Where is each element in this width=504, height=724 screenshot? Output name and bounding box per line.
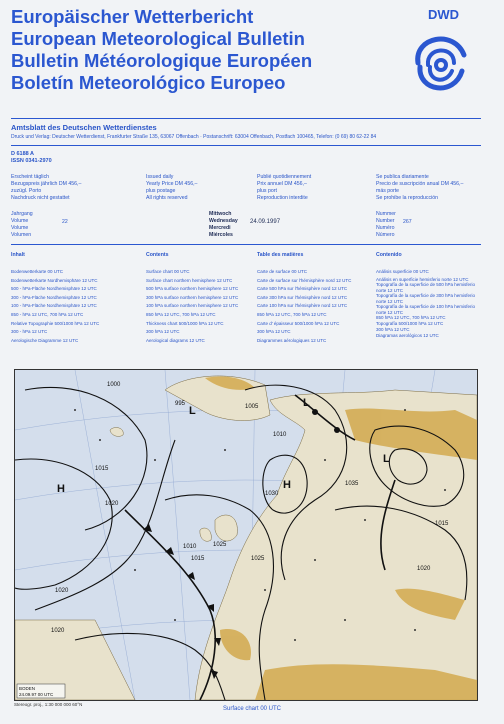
isobar-label: 1035 [345, 481, 359, 487]
contents-item: 300 hPa 12 UTC [376, 327, 410, 333]
contents-item: Carte 300 hPa sur l'hémisphère nord 12 UTC [257, 294, 348, 300]
high-pressure-center: H [283, 479, 291, 491]
info-line: zuzügl. Porto [11, 188, 42, 194]
code-issn: ISSN 0341-2970 [11, 158, 52, 164]
info-col-german [11, 174, 81, 202]
dwd-logo-text: DWD [428, 7, 460, 22]
contents-item: Relative Topographie 500/1000 hPa 12 UTC [11, 320, 100, 326]
contents-item: 300 hPa 12 UTC [146, 329, 180, 335]
contents-item: 500 - hPa-Fläche Nordhemisphäre 12 UTC [11, 286, 97, 292]
info-line: Issued daily [146, 174, 174, 180]
isobar-label: 1015 [95, 466, 109, 472]
contents-item: 850 hPa 12 UTC, 700 hPa 12 UTC [146, 311, 216, 317]
number-labels [376, 211, 396, 239]
contents-item: 300 - hPa-Fläche Nordhemisphäre 12 UTC [11, 294, 97, 300]
publisher-title: Amtsblatt des Deutschen Wetterdienstes [11, 123, 157, 132]
isobar-label: 1005 [245, 404, 259, 410]
isobar-label: 1030 [265, 491, 279, 497]
info-line: Se prohibe la reproducción [376, 195, 439, 201]
contents-item: Carte d' épaisseur 500/1000 hPa 12 UTC [257, 320, 340, 326]
title-german: Europäischer Wetterbericht [11, 6, 254, 27]
isobar-label: 1010 [273, 432, 287, 438]
contents-item: 100 - hPa-Fläche Nordhemisphäre 12 UTC [11, 303, 97, 309]
map-caption: Surface chart 00 UTC [222, 706, 282, 712]
contents-col-german [11, 252, 136, 345]
info-line: All rights reserved [146, 195, 188, 201]
contents-item: Carte 500 hPa sur l'hémisphère nord 12 UTC [257, 286, 348, 292]
contents-item: Surface chart 00 UTC [146, 269, 190, 274]
contents-item: Carte 100 hPa sur l'hémisphère nord 12 UTC [257, 303, 348, 309]
isobar-label: 1020 [105, 501, 119, 507]
isobar-label: 1010 [183, 544, 197, 550]
contents-item: 850 hPa 12 UTC, 700 hPa 12 UTC [257, 311, 327, 317]
map-scale: Stereogr. proj., 1:30 000 000 60°N [14, 702, 83, 707]
high-pressure-center: H [57, 483, 65, 495]
info-col-french [257, 174, 311, 202]
isobar-label: 1025 [213, 542, 227, 548]
number-label: Número [376, 232, 395, 238]
volume-label: Jahrgang [11, 211, 33, 217]
contents-header: Table des matières [257, 252, 304, 258]
title-spanish: Boletín Meteorológico Europeo [11, 72, 286, 93]
number-label: Number [376, 218, 395, 224]
number-value: 267 [403, 219, 412, 225]
map-stamp-time: 24.09.97 00 UTC [19, 692, 54, 697]
contents-item: Topografía 500/1000 hPa 12 UTC [376, 321, 444, 327]
info-col-spanish [376, 174, 463, 202]
info-line: Nachdruck nicht gestattet [11, 195, 70, 201]
weather-map-drawing [15, 370, 477, 700]
volume-label: Volume [11, 225, 29, 231]
info-col-english [146, 174, 197, 202]
contents-col-english [146, 252, 254, 345]
contents-item: 500 hPa surface northern hemisphere 12 UTC [146, 286, 239, 292]
dwd-swirl-icon [410, 5, 474, 105]
header-divider [11, 118, 481, 119]
low-pressure-center: L [383, 453, 390, 465]
info-line: plus port [257, 188, 277, 194]
contents-item: Carte de surface 00 UTC [257, 269, 308, 274]
contents-item: Surface chart northern hemisphere 12 UTC [146, 277, 233, 283]
volume-label: Volume [11, 218, 29, 224]
isobar-label: 1015 [435, 521, 449, 527]
info-line: Prix annuel DM 456,– [257, 181, 307, 187]
contents-item: Bodenwetterkarte 00 UTC [11, 269, 64, 274]
contents-item: Topografía de la superficie de 100 hPa hemisferio norte 12 UTC [376, 304, 476, 315]
info-line: Publié quotidiennement [257, 174, 312, 180]
contents-divider [11, 244, 481, 245]
isobar-label: 1025 [251, 556, 265, 562]
publisher-address: Druck und Verlag: Deutscher Wetterdienst, Frankfurter Straße 135, 63067 Offenbach · Postanschrift: 63004 Offenbach, Postfach 100465, Telefon: (0 69) 80 62-22 84 [11, 134, 377, 140]
info-line: más porte [376, 188, 400, 194]
contents-header: Contents [146, 252, 169, 258]
contents-item: 300 - hPa 12 UTC [11, 329, 48, 335]
contents-item: Carte de surface sur l'hémisphère nord 12 UTC [257, 277, 352, 283]
isobar-label: 1000 [107, 382, 121, 388]
info-line: Reproduction interdite [257, 195, 308, 201]
weekday-label: Miércoles [209, 232, 233, 238]
contents-item: 300 hPa surface northern hemisphere 12 UTC [146, 294, 239, 300]
isobar-label: 1015 [191, 556, 205, 562]
contents-item: Topografía de la superficie de 300 hPa hemisferio norte 12 UTC [376, 293, 476, 304]
contents-item: 300 hPa 12 UTC [257, 329, 291, 335]
volume-labels [11, 211, 33, 239]
low-pressure-center: L [189, 405, 196, 417]
map-stamp-label: BODEN [19, 686, 36, 691]
contents-item: Análisis superficie 00 UTC [376, 269, 429, 274]
contents-item: Thickness chart 500/1000 hPa 12 UTC [146, 320, 224, 326]
surface-weather-map [14, 369, 478, 701]
number-label: Numéro [376, 225, 395, 231]
low-pressure-center: L [303, 397, 310, 409]
contents-item: 850 hPa 12 UTC, 700 hPa 12 UTC [376, 315, 446, 321]
info-line: Yearly Price DM 456,– [146, 181, 198, 187]
contents-item: Bodenwetterkarte Nordhemisphäre 12 UTC [11, 277, 98, 283]
contents-header: Contenido [376, 252, 402, 258]
volume-value: 22 [62, 219, 68, 225]
contents-item: Aerological diagrams 12 UTC [146, 337, 205, 343]
weekday-label: Mittwoch [209, 211, 232, 217]
contents-item: Diagrammes aérologiques 12 UTC [257, 337, 327, 343]
info-line: plus postage [146, 188, 176, 194]
isobar-label: 1020 [51, 628, 65, 634]
isobar-label: 1020 [55, 588, 69, 594]
contents-col-french [257, 252, 373, 345]
contents-item: Análisis en superficie hemisferio norte 12 UTC [376, 276, 469, 282]
weekday-labels [209, 211, 238, 239]
contents-item: Topografía de la superficie de 500 hPa hemisferio norte 12 UTC [376, 282, 476, 293]
weekday-label: Wednesday [209, 218, 238, 224]
publisher-divider [11, 145, 481, 146]
isobar-label: 995 [175, 401, 186, 407]
issue-date: 24.09.1997 [250, 219, 281, 225]
contents-item: 850 - hPa 12 UTC, 700 hPa 12 UTC [11, 311, 84, 317]
title-french: Bulletin Météorologique Européen [11, 50, 313, 71]
title-english: European Meteorological Bulletin [11, 28, 305, 49]
info-line: Se publica diariamente [376, 174, 429, 180]
info-line: Bezugspreis jährlich DM 456,– [11, 181, 82, 187]
info-line: Precio de suscripción anual DM 456,– [376, 181, 464, 187]
dwd-logo [410, 5, 474, 105]
contents-item: Aerologische Diagramme 12 UTC [11, 337, 79, 343]
contents-header: Inhalt [11, 252, 25, 258]
info-line: Erscheint täglich [11, 174, 50, 180]
volume-label: Volumen [11, 232, 32, 238]
isobar-label: 1020 [417, 566, 431, 572]
code-d6188: D 6188 A [11, 151, 35, 157]
contents-col-spanish [376, 252, 476, 339]
weekday-label: Mercredi [209, 225, 231, 231]
contents-item: 100 hPa surface northern hemisphere 12 UTC [146, 303, 239, 309]
number-label: Nummer [376, 211, 396, 217]
contents-item: Diagramas aerológicos 12 UTC [376, 333, 439, 339]
